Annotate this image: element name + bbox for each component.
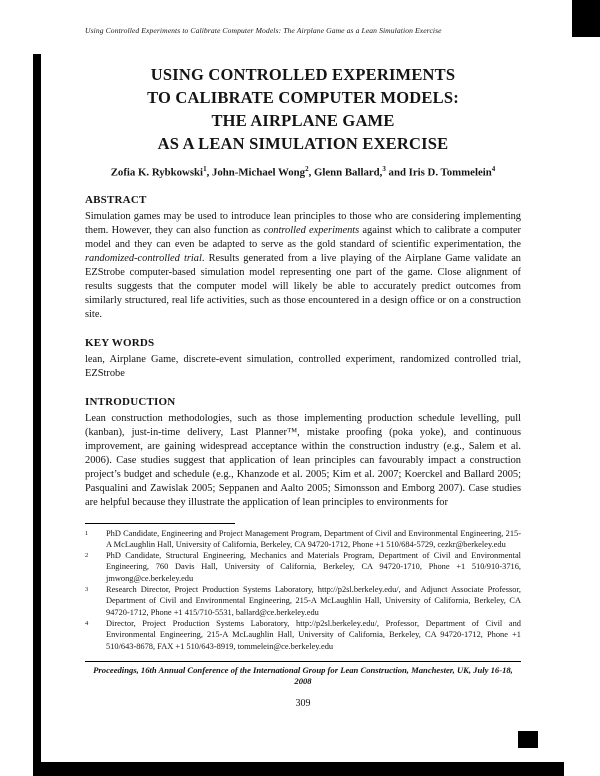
paper-title — [85, 63, 521, 155]
page-content — [85, 0, 521, 709]
title-line-2: TO CALIBRATE COMPUTER MODELS: — [147, 88, 459, 107]
running-header: Using Controlled Experiments to Calibrate Computer Models: The Airplane Game as a Lean Simulation Exercise — [85, 26, 442, 35]
footnote-number: 4 — [85, 619, 89, 627]
page-number: 309 — [295, 697, 311, 709]
abstract-paragraph: Simulation games may be used to introduce lean principles to those who are considering implementing them. However, they can also function as controlled experiments against which to calibrate a computer model and they can even be adapted to serve as the gold standard of scientific experimentation, the randomized-controlled trial. Results generated from a live playing of the Airplane Game validate an EZStrobe computer-based simulation model representing one part of the game. Close alignment of results suggests that the computer model will likely be able to accurately predict outcomes from similarly structured, real life activities, such as those encountered in a design office or on a construction site. — [85, 210, 522, 320]
footnote-item — [85, 618, 521, 652]
introduction-paragraph: Lean construction methodologies, such as those implementing production schedule levelling, pull (kanban), just-in-time delivery, Last Planner™, mistake proofing (poka yoke), and continuous improvement, are gaining widespread acceptance within the construction industry (e.g., Salem et al. 2006). Case studies suggest that application of lean principles can favourably impact a construction project’s budget and schedule (e.g., Khanzode et al. 2005; Kim et al. 2007; Koerckel and Ballard 2005; Pasqualini and Zawislak 2005; Seppanen and Aalto 2005; Simonsson and Emborg 2007). Case studies are helpful because they illustrate the application of lean principles to environments for — [85, 412, 521, 508]
footnote-item — [85, 584, 521, 618]
footnote-text: PhD Candidate, Structural Engineering, Mechanics and Materials Program, Department of Civil and Environmental Engineering, 760 Davis Hall, University of California, Berkeley, CA 94720-1710, Phone +1 510/910-3716, jmwong@ce.berkeley.edu — [106, 551, 521, 583]
keywords-paragraph: lean, Airplane Game, discrete-event simulation, controlled experiment, randomized controlled trial, EZStrobe — [85, 353, 521, 379]
scan-artifact-top-right — [572, 0, 600, 37]
section-heading-keywords: KEY WORDS — [85, 336, 155, 349]
footnotes-block — [85, 528, 521, 652]
title-line-4: AS A LEAN SIMULATION EXERCISE — [157, 134, 449, 153]
scan-artifact-footer-right — [518, 731, 538, 748]
footer-citation-line-1: Proceedings, 16th Annual Conference of the International Group for Lean Construction, Manchester, UK, July 16-18, — [93, 664, 513, 675]
footnote-number: 2 — [85, 552, 89, 560]
footnote-number: 1 — [85, 529, 89, 537]
authors-line: Zofia K. Rybkowski$^1$, John-Michael Wong$^2$, Glenn Ballard,$^3$ and Iris D. Tommelein$^4$ — [110, 165, 496, 179]
section-heading-abstract: ABSTRACT — [85, 193, 147, 206]
scan-artifact-bottom-edge — [38, 762, 564, 776]
footnote-text: Director, Project Production Systems Laboratory, http://p2sl.berkeley.edu/, Professor, Department of Civil and Environmental Engineering, 215-A McLaughlin Hall, University of California, Berkeley, CA 94720-1712, Phone +1 510/643-8678, FAX +1 510/643-8919, tommelein@ce.berkeley.edu — [106, 618, 521, 651]
footnote-text: Research Director, Project Production Systems Laboratory, http://p2sl.berkeley.edu/, and Adjunct Associate Professor, Department of Civil and Environmental Engineering, 215-A McLaughlin Hall, University of California, Berkeley, CA 94720-1712, Phone +1 415/710-5531, ballard@ce.berkeley.edu — [106, 585, 521, 617]
footer-citation — [85, 665, 521, 687]
title-line-3: THE AIRPLANE GAME — [211, 111, 395, 130]
footer-rule — [85, 661, 521, 662]
footnote-number: 3 — [85, 586, 89, 594]
footnote-text: PhD Candidate, Engineering and Project Management Program, Department of Civil and Environmental Engineering, 215-A McLaughlin Hall, University of California, Berkeley, CA 94720-1712, Phone +1 510/684-5729, cezkr@berkeley.edu — [106, 528, 521, 549]
footer-citation-line-2: 2008 — [294, 675, 312, 686]
scan-artifact-left-edge — [33, 54, 41, 776]
title-line-1: USING CONTROLLED EXPERIMENTS — [150, 65, 456, 84]
footnote-item — [85, 550, 521, 584]
section-heading-introduction: INTRODUCTION — [85, 395, 176, 408]
footnote-item — [85, 528, 521, 551]
footnote-separator — [85, 523, 235, 524]
